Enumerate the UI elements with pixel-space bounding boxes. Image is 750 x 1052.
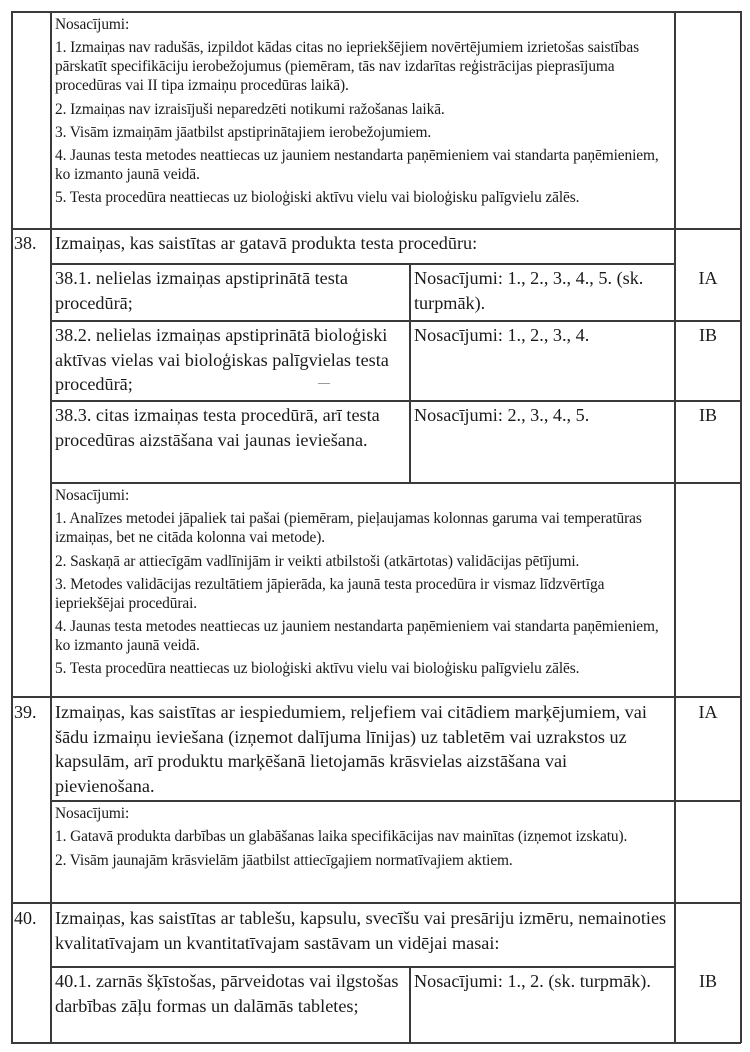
row-divider [11,228,741,230]
conditions-notes-block [52,486,674,683]
table-border-bottom [11,1042,741,1044]
change-type-badge: IB [699,405,717,425]
conditions-notes-block [52,804,674,874]
change-type-badge: IA [698,702,718,722]
row-number: 38. [14,233,37,253]
row-divider [50,400,741,402]
subitem-conditions: Nosacījumi: 1., 2., 3., 4., 5. (sk. turpmāk). [414,268,644,313]
note-item: 2. Saskaņā ar attiecīgām vadlīnijām ir veikti atbilstoši (atkārtotas) validācijas pētījumi. [55,552,580,570]
row-title: Izmaiņas, kas saistītas ar tablešu, kapsulu, svecīšu vai presāriju izmēru, nemainoties kvalitatīvajam un kvantitatīvajam sastāvam un vidējai masai: [55,908,667,953]
note-item: 3. Metodes validācijas rezultātiem jāpierāda, ka jaunā testa procedūra ir vismaz līdzvērtīga iepriekšējai procedūrai. [55,575,605,612]
note-item: 3. Visām izmaiņām jāatbilst apstiprinātajiem ierobežojumiem. [55,123,432,141]
note-item: 5. Testa procedūra neattiecas uz bioloģiski aktīvu vielu vai bioloģisku palīgvielu zālēs. [55,660,580,678]
note-item: 4. Jaunas testa metodes neattiecas uz jauniem nestandarta paņēmieniem vai standarta paņēmieniem, ko izmanto jaunā veidā. [55,618,659,655]
row-divider [11,696,741,698]
note-item: 2. Izmaiņas nav izraisījuši neparedzēti notikumi ražošanas laikā. [55,100,445,118]
type-column-divider [674,11,676,1043]
table-border-left [11,11,13,1043]
row-divider [50,263,675,265]
note-item: 2. Visām jaunajām krāsvielām jāatbilst attiecīgajiem normatīvajiem aktiem. [55,851,513,869]
row-divider [50,320,741,322]
note-item: 1. Izmaiņas nav radušās, izpildot kādas citas no iepriekšējiem novērtējumiem izrietošas saistības pārskatīt specifikāciju ierobežojumus (piemēram, tās nav izdarītas reģistrācijas pieprasījuma procedūras vai II tipa izmaiņu procedūras laikā). [55,39,639,95]
notes-heading: Nosacījumi: [55,16,130,33]
row-title: Izmaiņas, kas saistītas ar iespiedumiem, reljefiem vai citādiem marķējumiem, vai šādu izmaiņu ieviešana (izņemot dalījuma līnijas) uz tabletēm vai uzrakstos uz kapsulām, arī produktu marķēšanā lietojamās krāsvielas aizstāšana vai pievienošana. [55,702,647,796]
row-divider [50,800,741,802]
table-border-top [11,11,741,13]
row-divider [50,482,741,484]
subitem-text: 38.3. citas izmaiņas testa procedūrā, arī testa procedūras aizstāšana vai jaunas ieviešana. [55,405,380,450]
row-divider [50,966,675,968]
note-item: 4. Jaunas testa metodes neattiecas uz jauniem nestandarta paņēmieniem vai standarta paņēmieniem, ko izmanto jaunā veidā. [55,147,659,184]
change-type-badge: IB [699,325,717,345]
table-border-right [740,11,742,1043]
subitem-conditions: Nosacījumi: 2., 3., 4., 5. [414,405,590,425]
row-number: 40. [14,908,37,928]
scan-artifact-dash [318,383,330,384]
note-item: 1. Analīzes metodei jāpaliek tai pašai (piemēram, pieļaujamas kolonnas garuma vai temperatūras izmaiņas, bet ne citāda kolonna vai metode). [55,510,642,547]
change-type-badge: IA [698,268,718,288]
subitem-conditions: Nosacījumi: 1., 2. (sk. turpmāk). [414,971,651,991]
conditions-notes-block [52,15,674,212]
notes-heading: Nosacījumi: [55,487,130,504]
subitem-conditions: Nosacījumi: 1., 2., 3., 4. [414,325,590,345]
subitem-text: 40.1. zarnās šķīstošas, pārveidotas vai ilgstošas darbības zāļu formas un dalāmās tabletes; [55,971,399,1016]
row-number: 39. [14,702,37,722]
change-type-badge: IB [699,971,717,991]
row-title: Izmaiņas, kas saistītas ar gatavā produkta testa procedūru: [55,233,478,253]
note-item: 1. Gatavā produkta darbības un glabāšanas laika specifikācijas nav mainītas (izņemot izskatu). [55,828,628,846]
notes-heading: Nosacījumi: [55,805,130,822]
row-divider [11,902,741,904]
note-item: 5. Testa procedūra neattiecas uz bioloģiski aktīvu vielu vai bioloģisku palīgvielu zālēs. [55,189,580,207]
subitem-text: 38.2. nelielas izmaiņas apstiprinātā bioloģiski aktīvas vielas vai bioloģiskas palīgvielas testa procedūrā; [55,325,389,394]
subitem-text: 38.1. nelielas izmaiņas apstiprinātā testa procedūrā; [55,268,348,313]
